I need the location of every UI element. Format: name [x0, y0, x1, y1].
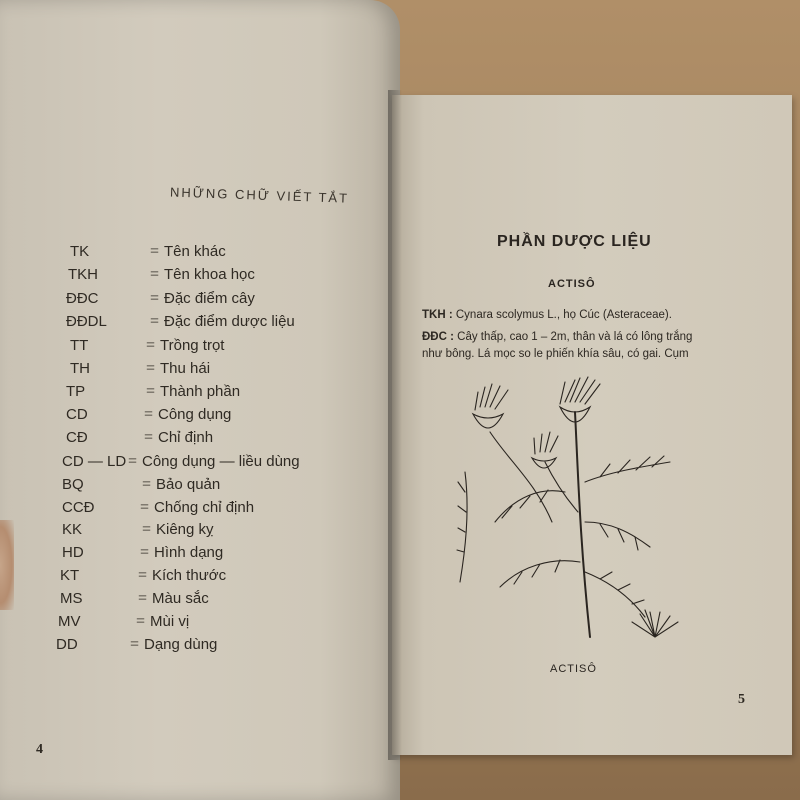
- abbreviation-code: ĐĐC: [66, 290, 99, 307]
- abbreviation-code: MV: [58, 613, 81, 630]
- equals-sign: =: [136, 613, 146, 630]
- abbreviation-row: [60, 567, 380, 589]
- abbreviation-meaning: Tên khác: [164, 243, 226, 260]
- equals-sign: =: [140, 499, 150, 516]
- ddc-text-1: Cây thấp, cao 1 – 2m, thân và lá có lông trắng: [457, 331, 693, 343]
- section-title: PHẦN DƯỢC LIỆU: [497, 233, 652, 250]
- abbreviation-meaning: Đặc điểm cây: [164, 290, 255, 307]
- abbreviation-code: CD — LD: [62, 453, 127, 470]
- tkh-line: [422, 309, 767, 321]
- equals-sign: =: [146, 337, 156, 354]
- abbreviation-row: [62, 499, 382, 521]
- abbreviation-row: [66, 406, 386, 428]
- equals-sign: =: [140, 544, 150, 561]
- artichoke-plant-illustration: [440, 372, 690, 662]
- right-page-number: 5: [738, 692, 745, 707]
- equals-sign: =: [146, 383, 156, 400]
- abbreviation-meaning: Kích thước: [152, 567, 227, 584]
- abbreviation-row: [66, 383, 386, 405]
- abbreviation-code: KT: [60, 567, 80, 584]
- abbreviation-row: [66, 290, 386, 312]
- abbreviation-meaning: Tên khoa học: [164, 266, 255, 283]
- abbreviation-meaning: Công dụng — liều dùng: [142, 453, 300, 470]
- left-page-number: 4: [36, 742, 43, 757]
- abbreviation-code: DD: [56, 636, 78, 653]
- abbreviation-code: BQ: [62, 476, 84, 493]
- abbreviation-code: CCĐ: [62, 499, 95, 516]
- abbreviation-row: [60, 590, 380, 612]
- abbreviation-row: [66, 313, 386, 335]
- abbreviation-row: [58, 613, 378, 635]
- ddc-line-2: [422, 348, 767, 360]
- abbreviation-row: [62, 521, 382, 543]
- equals-sign: =: [138, 567, 148, 584]
- abbreviation-row: [70, 243, 390, 265]
- abbreviation-code: TK: [70, 243, 90, 260]
- equals-sign: =: [150, 243, 160, 260]
- abbreviation-meaning: Chỉ định: [158, 429, 214, 446]
- abbreviation-code: ĐĐDL: [66, 313, 107, 330]
- abbreviation-meaning: Bảo quản: [156, 476, 221, 493]
- tkh-label: TKH :: [422, 309, 453, 321]
- abbreviation-code: TT: [70, 337, 89, 354]
- abbreviations-heading: NHỮNG CHỮ VIẾT TẮT: [169, 184, 350, 206]
- abbreviation-meaning: Thành phần: [160, 383, 241, 400]
- abbreviation-code: HD: [62, 544, 84, 561]
- abbreviation-row: [62, 476, 382, 498]
- abbreviation-row: [70, 360, 390, 382]
- abbreviation-code: TH: [70, 360, 90, 377]
- abbreviation-code: MS: [60, 590, 83, 607]
- equals-sign: =: [144, 429, 154, 446]
- ddc-label: ĐĐC :: [422, 331, 454, 343]
- entry-title: ACTISÔ: [548, 278, 596, 290]
- equals-sign: =: [146, 360, 156, 377]
- equals-sign: =: [138, 590, 148, 607]
- equals-sign: =: [150, 313, 160, 330]
- equals-sign: =: [142, 521, 152, 538]
- abbreviation-code: TKH: [68, 266, 98, 283]
- illustration-caption: ACTISÔ: [550, 663, 597, 675]
- abbreviation-meaning: Đặc điểm dược liệu: [164, 313, 295, 330]
- abbreviation-meaning: Công dụng: [158, 406, 232, 423]
- abbreviation-meaning: Mùi vị: [150, 613, 190, 630]
- abbreviation-row: [68, 266, 388, 288]
- equals-sign: =: [130, 636, 140, 653]
- abbreviation-meaning: Thu hái: [160, 360, 211, 377]
- tkh-text: Cynara scolymus L., họ Cúc (Asteraceae).: [455, 309, 672, 321]
- equals-sign: =: [150, 266, 160, 283]
- abbreviation-meaning: Trồng trọt: [160, 337, 225, 354]
- equals-sign: =: [142, 476, 152, 493]
- equals-sign: =: [144, 406, 154, 423]
- abbreviation-meaning: Hình dạng: [154, 544, 224, 561]
- abbreviation-meaning: Màu sắc: [152, 590, 209, 607]
- equals-sign: =: [150, 290, 160, 307]
- abbreviation-code: KK: [62, 521, 83, 538]
- abbreviation-code: CD: [66, 406, 88, 423]
- ddc-line-1: [422, 331, 767, 343]
- abbreviation-meaning: Kiêng kỵ: [156, 521, 214, 538]
- abbreviation-row: [70, 337, 390, 359]
- abbreviation-row: [62, 544, 382, 566]
- ddc-text-2: như bông. Lá mọc so le phiến khía sâu, có gai. Cụm: [422, 348, 689, 360]
- abbreviation-row: [62, 453, 382, 475]
- abbreviation-row: [66, 429, 386, 451]
- abbreviation-meaning: Chống chỉ định: [154, 499, 255, 516]
- finger: [0, 520, 14, 610]
- abbreviation-meaning: Dạng dùng: [144, 636, 218, 653]
- equals-sign: =: [128, 453, 138, 470]
- abbreviation-code: CĐ: [66, 429, 88, 446]
- book-gutter: [388, 90, 402, 760]
- abbreviation-code: TP: [66, 383, 86, 400]
- abbreviation-row: [56, 636, 376, 658]
